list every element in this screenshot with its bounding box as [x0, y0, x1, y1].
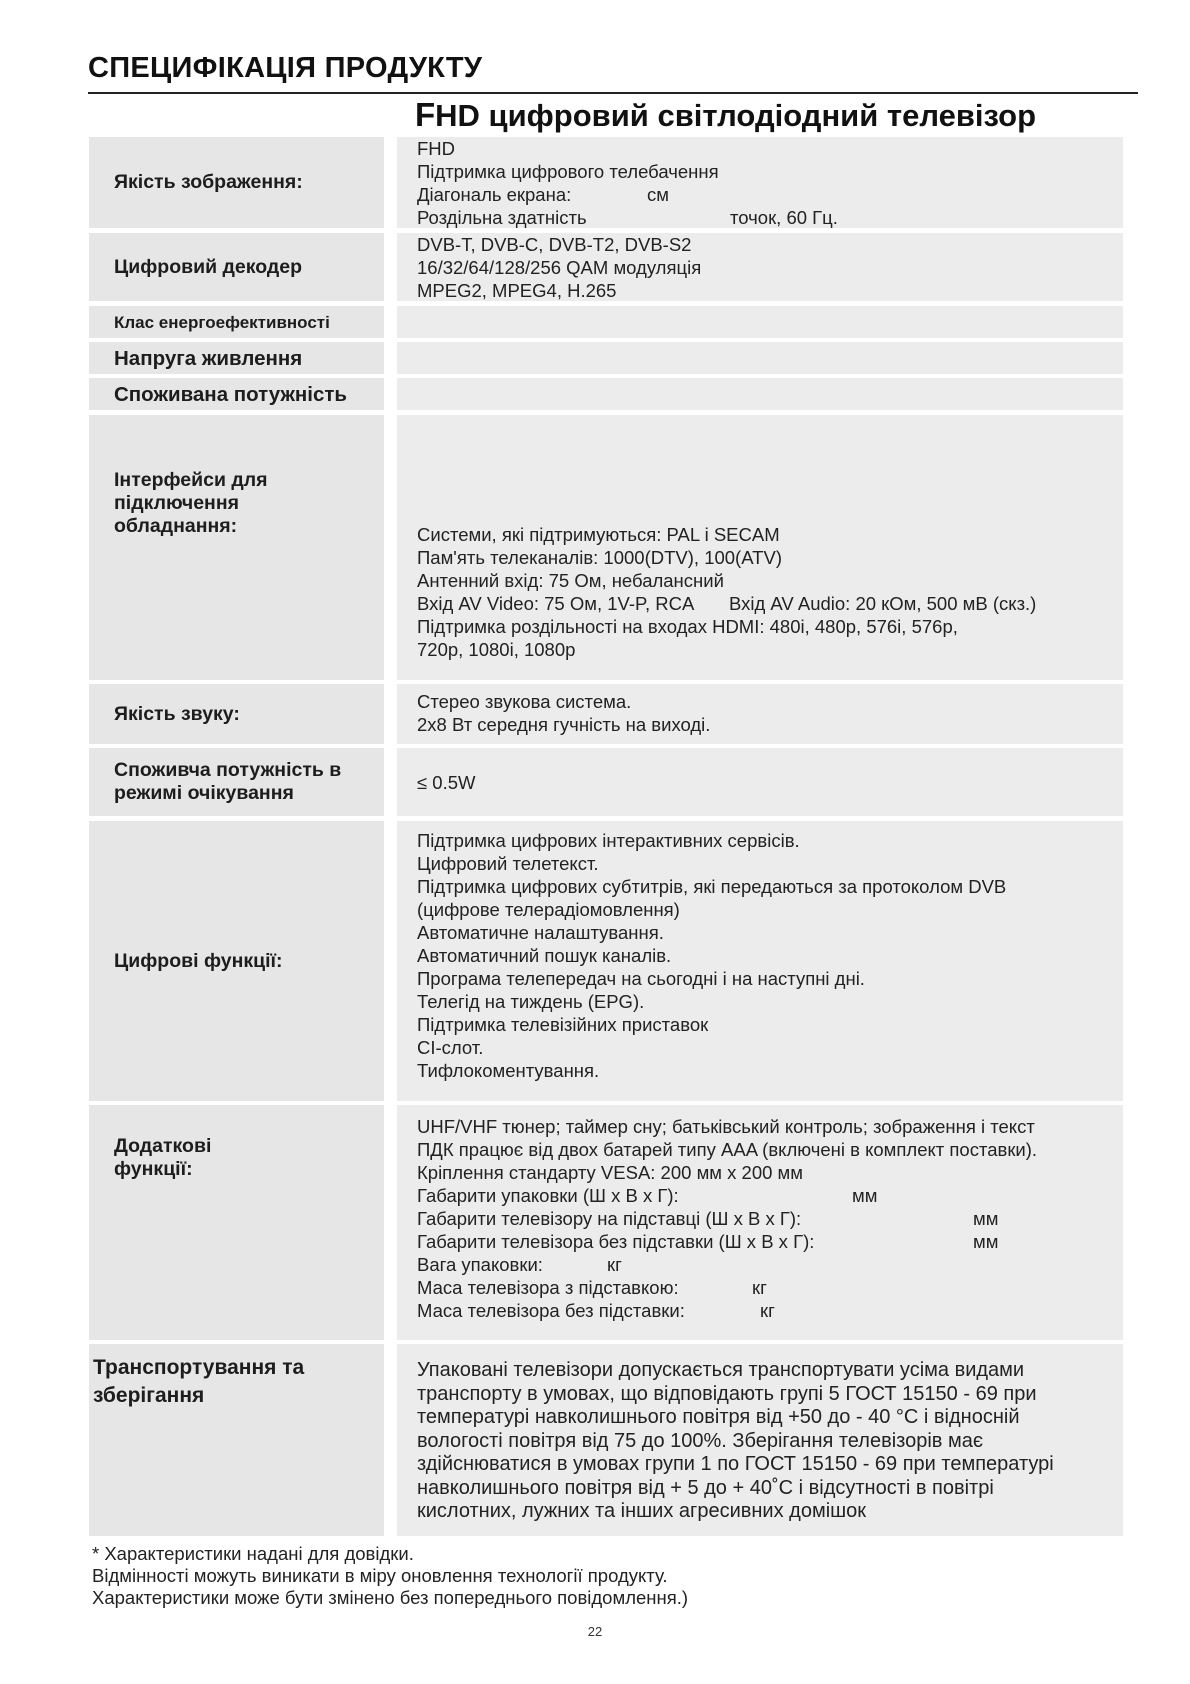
spec-line: Маса телевізора з підставкою: кг	[417, 1277, 767, 1298]
spec-line: Кріплення стандарту VESA: 200 мм х 200 мм	[417, 1162, 803, 1183]
spec-line: температурі навколишнього повітря від +50 до - 40 °С і відносній	[417, 1406, 1020, 1428]
spec-line: Упаковані телевізори допускається транспортувати усіма видами	[417, 1359, 1025, 1381]
spec-line: Цифровий телетекст.	[417, 853, 599, 874]
spec-line: Габарити телевізора без підставки (Ш х В х Г): мм	[417, 1231, 999, 1252]
spec-line: Тифлокоментування.	[417, 1060, 600, 1081]
label-line: підключення	[114, 492, 239, 514]
spec-line: Маса телевізора без підставки: кг	[417, 1300, 775, 1321]
title-divider	[88, 92, 1138, 94]
spec-line: Програма телепередач на сьогодні і на наступні дні.	[417, 968, 865, 989]
spec-line: кислотних, лужних та інших агресивних домішок	[417, 1500, 867, 1522]
label-line: Транспортування та	[93, 1356, 305, 1379]
spec-line: ПДК працює від двох батарей типу AAA (включені в комплект поставки).	[417, 1139, 1038, 1160]
spec-line: Підтримка цифрового телебачення	[417, 161, 719, 182]
label-extra-functions	[89, 1105, 384, 1340]
spec-line: Габарити упаковки (Ш х В х Г): мм	[417, 1185, 878, 1206]
spec-line: вологості повітря від 75 до 100%. Зберігання телевізорів має	[417, 1429, 984, 1452]
value-extra-functions	[397, 1105, 1123, 1340]
spec-line: Діагональ екрана: см	[417, 184, 669, 205]
label-line: Споживча потужність в	[114, 759, 342, 781]
page-title: СПЕЦИФІКАЦІЯ ПРОДУКТУ	[88, 52, 483, 84]
spec-line: Автоматичне налаштування.	[417, 922, 664, 943]
spec-line: Антенний вхід: 75 Ом, небалансний	[417, 570, 724, 591]
spec-line: Підтримка телевізійних приставок	[417, 1014, 709, 1035]
spec-line: FHD	[417, 138, 456, 159]
spec-line: 16/32/64/128/256 QAM модуляція	[417, 257, 702, 278]
page-number: 22	[587, 1624, 603, 1639]
spec-line: Роздільна здатність точок, 60 Гц.	[417, 207, 838, 228]
label-digital-decoder: Цифровий декодер	[89, 233, 384, 301]
subtitle-text: HD цифровий світлодіодний телевізор	[435, 98, 1037, 133]
product-subtitle	[415, 96, 1036, 134]
subtitle-initial: F	[415, 96, 436, 133]
spec-line: Автоматичний пошук каналів.	[417, 945, 672, 966]
spec-line: 720p, 1080i, 1080p	[417, 639, 576, 660]
spec-line: Стерео звукова система.	[417, 691, 632, 712]
spec-line: Підтримка роздільності на входах HDMI: 480i, 480p, 576i, 576p,	[417, 616, 958, 637]
spec-line: Підтримка цифрових субтитрів, які передаються за протоколом DVB	[417, 876, 1007, 897]
spec-line: Системи, які підтримуються: PAL і SECAM	[417, 524, 780, 545]
label-digital-functions: Цифрові функції:	[89, 821, 384, 1101]
label-interfaces	[89, 415, 384, 680]
spec-line: здійснюватися в умовах групи 1 по ГОСТ 15150 - 69 при температурі	[417, 1453, 1054, 1475]
spec-line: Габарити телевізору на підставці (Ш х В х Г): мм	[417, 1208, 999, 1229]
value-energy-class	[397, 306, 1123, 338]
label-line: Додаткові	[114, 1135, 212, 1157]
label-line: режимі очікування	[114, 782, 294, 804]
footnote-line: Характеристики може бути змінено без попереднього повідомлення.)	[92, 1587, 689, 1608]
value-supply-voltage	[397, 342, 1123, 374]
spec-line: UHF/VHF тюнер; таймер сну; батьківський контроль; зображення і текст	[417, 1116, 1035, 1137]
label-standby-power	[89, 748, 384, 816]
spec-line: MPEG2, MPEG4, H.265	[417, 280, 617, 301]
spec-line: CI-слот.	[417, 1037, 484, 1058]
value-picture-quality	[397, 137, 1123, 228]
spec-line: (цифрове телерадіомовлення)	[417, 899, 680, 920]
label-line: функції:	[114, 1158, 193, 1180]
label-energy-class: Клас енергоефективності	[89, 306, 384, 338]
spec-line: Вхід AV Video: 75 Ом, 1V-P, RCA Вхід AV Audio: 20 кОм, 500 мВ (скз.)	[417, 593, 1037, 614]
label-line: Інтерфейси для	[114, 469, 268, 491]
footnote	[92, 1543, 688, 1609]
footnote-line: * Характеристики надані для довідки.	[92, 1543, 414, 1564]
spec-line: Вага упаковки: кг	[417, 1254, 622, 1275]
label-line: зберігання	[93, 1384, 205, 1407]
label-sound-quality: Якість звуку:	[89, 684, 384, 744]
spec-line: навколишнього повітря від + 5 до + 40˚С і відсутності в повітрі	[417, 1476, 994, 1499]
footnote-line: Відмінності можуть виникати в міру оновлення технології продукту.	[92, 1565, 668, 1586]
value-transport-storage	[397, 1344, 1123, 1536]
value-interfaces	[397, 415, 1123, 680]
label-supply-voltage: Напруга живлення	[89, 342, 384, 374]
spec-line: Телегід на тиждень (EPG).	[417, 991, 645, 1012]
value-digital-decoder	[397, 233, 1123, 301]
value-power-consumption	[397, 378, 1123, 410]
spec-line: DVB-T, DVB-C, DVB-T2, DVB-S2	[417, 234, 692, 255]
spec-line: ≤ 0.5W	[417, 771, 476, 793]
spec-line: транспорту в умовах, що відповідають групі 5 ГОСТ 15150 - 69 при	[417, 1382, 1037, 1405]
label-picture-quality: Якість зображення:	[89, 137, 384, 228]
spec-line: Пам'ять телеканалів: 1000(DTV), 100(ATV)	[417, 547, 782, 568]
label-power-consumption: Споживана потужність	[89, 378, 384, 410]
value-digital-functions	[397, 821, 1123, 1101]
value-sound-quality	[397, 684, 1123, 744]
value-standby-power	[397, 748, 1123, 816]
spec-line: 2x8 Вт середня гучність на виході.	[417, 714, 711, 735]
label-transport-storage	[89, 1344, 384, 1536]
spec-line: Підтримка цифрових інтерактивних сервісів.	[417, 830, 800, 851]
label-line: обладнання:	[114, 515, 238, 537]
